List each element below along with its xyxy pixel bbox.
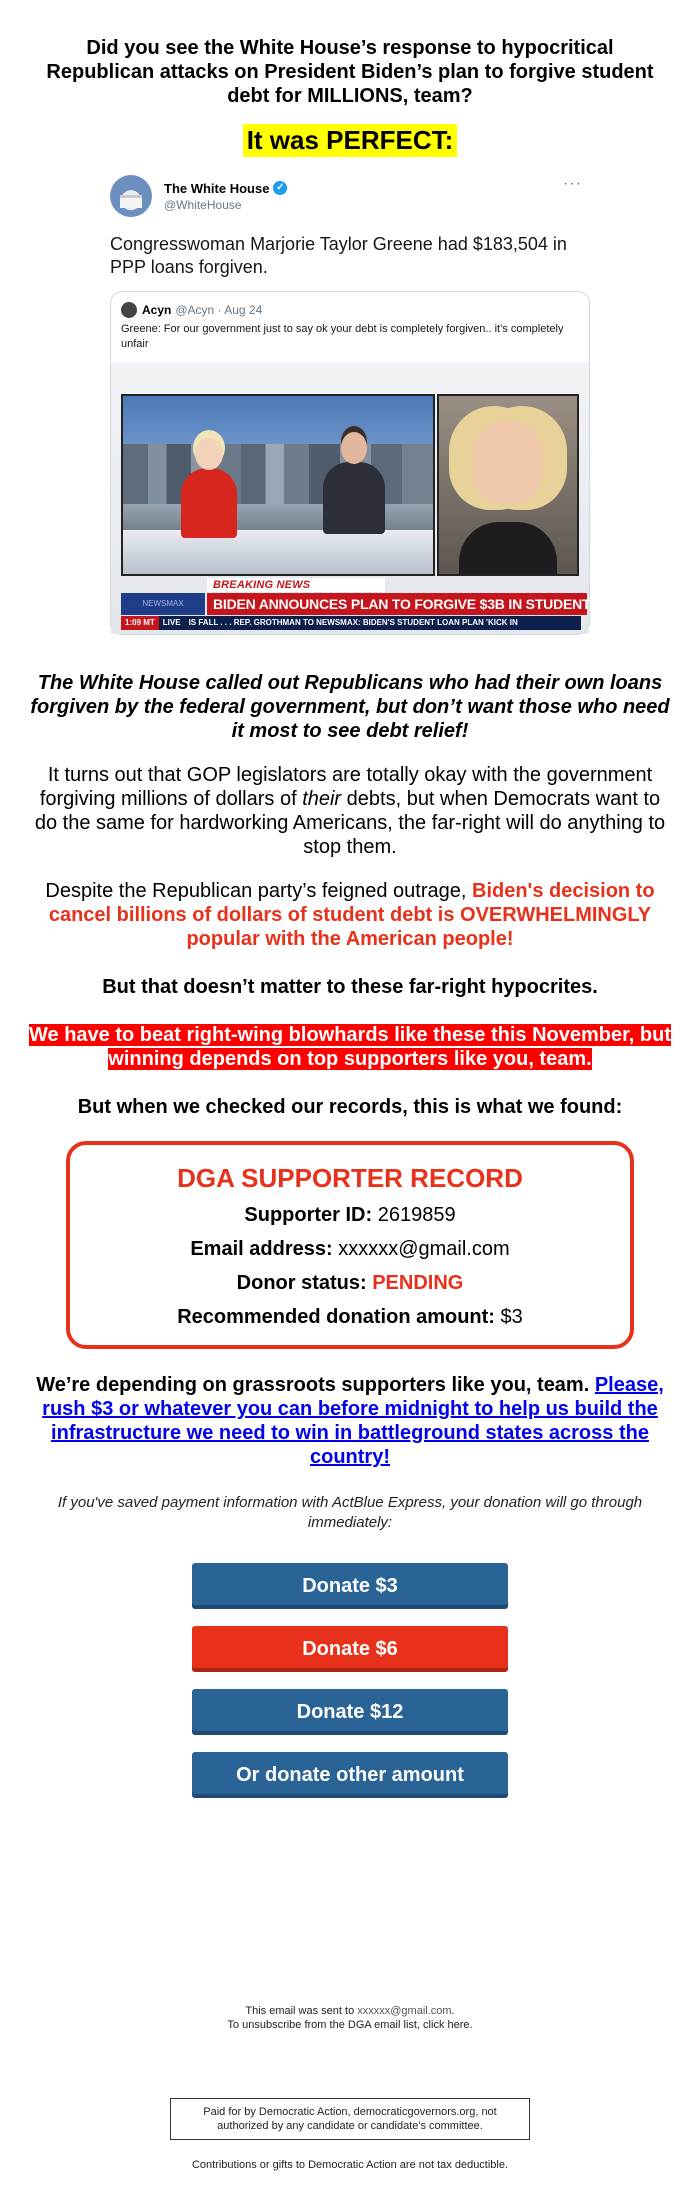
depending-paragraph [28, 1373, 672, 1469]
email-value: xxxxxx@gmail.com [338, 1238, 510, 1260]
checked-records-line: But when we checked our records, this is what we found: [77, 1096, 623, 1118]
gop-paragraph [30, 763, 670, 859]
donate-12-button[interactable]: Donate $12 [192, 1689, 508, 1735]
guest-panel [437, 394, 579, 576]
donate-3-button[interactable]: Donate $3 [192, 1563, 508, 1609]
outrage-paragraph-red: Biden's decision to cancel billions of dollars of student debt is OVERWHELMINGLY popular with the American people! [48, 880, 655, 950]
quoted-tweet-text: Greene: For our government just to say ok your debt is completely forgiven.. it’s completely unfair [121, 323, 564, 350]
tweet-author-name [164, 181, 287, 196]
city-skyline [123, 444, 433, 504]
called-out-paragraph: The White House called out Republicans who had their own loans forgiven by the federal government, but don’t want those who need it most to see debt relief! [30, 672, 670, 742]
outrage-paragraph [30, 879, 670, 951]
quoted-tweet-header [111, 292, 589, 318]
rush-donation-link[interactable]: Please, rush $3 or whatever you can before midnight to help us build the infrastructure we need to win in battleground states across the country! [42, 1374, 664, 1468]
sent-to-email: xxxxxx@gmail.com [357, 2005, 452, 2017]
unsubscribe-link[interactable]: To unsubscribe from the DGA email list, click here. [227, 2019, 473, 2031]
guest-face [473, 420, 543, 504]
news-desk [123, 530, 433, 574]
supporter-record-box [66, 1141, 634, 1349]
guest-body [459, 522, 557, 574]
record-email [70, 1237, 630, 1261]
quoted-author-meta: @Acyn · Aug 24 [175, 303, 263, 317]
news-video-still[interactable] [111, 362, 632, 634]
tax-disclaimer: Contributions or gifts to Democratic Action are not tax deductible. [191, 2159, 509, 2171]
tweet-handle: @WhiteHouse [164, 197, 242, 212]
donate-other-amount-button[interactable]: Or donate other amount [192, 1752, 508, 1798]
depending-text: We’re depending on grassroots supporters like you, team. [36, 1374, 595, 1396]
tweet-author-name-text: The White House [164, 180, 270, 196]
sent-to-prefix: This email was sent to [245, 2005, 358, 2017]
headline: Did you see the White House’s response to hypocritical Republican attacks on President Biden’s plan to forgive student debt for MILLIONS, team? [46, 37, 654, 107]
tweet-text: Congresswoman Marjorie Taylor Greene had $183,504 in PPP loans forgiven. [110, 234, 567, 277]
record-title: DGA SUPPORTER RECORD [177, 1163, 523, 1193]
donor-status-value: PENDING [372, 1272, 464, 1294]
perfect-wrap [20, 124, 680, 157]
studio-anchors-panel [121, 394, 435, 576]
tweet-author [164, 181, 287, 212]
supporter-id-value: 2619859 [377, 1204, 456, 1226]
tweet-header [110, 173, 590, 219]
perfect-highlight: It was PERFECT: [243, 124, 458, 157]
recommended-amount-label: Recommended donation amount: [177, 1306, 495, 1328]
donate-6-button[interactable]: Donate $6 [192, 1626, 508, 1672]
breaking-news-label: BREAKING NEWS [207, 578, 385, 592]
anchor-left [181, 468, 237, 538]
record-recommended-amount [70, 1305, 630, 1329]
email-label: Email address: [190, 1238, 333, 1260]
embedded-tweet[interactable] [110, 173, 632, 635]
verified-badge-icon: ✓ [273, 181, 287, 195]
ticker-time: 1:09 MT [121, 616, 159, 630]
beat-callout-text: We have to beat right-wing blowhards like these this November, but winning depends on top supporters like you, team. [29, 1024, 671, 1070]
footer-sent-notice [20, 2004, 680, 2032]
beat-callout [24, 1023, 676, 1071]
paid-for-disclaimer: Paid for by Democratic Action, democraticgovernors.org, not authorized by any candidate or candidate's committee. [170, 2098, 530, 2140]
ticker-live: LIVE [162, 618, 181, 627]
gop-paragraph-part1: It turns out that GOP legislators are totally okay with the government forgiving millions of dollars of [39, 764, 653, 810]
more-options-icon[interactable]: ··· [563, 175, 582, 192]
record-supporter-id [70, 1203, 630, 1227]
news-ticker [121, 616, 581, 630]
sent-to-line [20, 2004, 680, 2018]
record-donor-status [70, 1271, 630, 1295]
donor-status-label: Donor status: [236, 1272, 367, 1294]
quoted-author-name: Acyn [142, 303, 172, 317]
white-house-avatar [110, 175, 152, 217]
far-right-line: But that doesn’t matter to these far-right hypocrites. [102, 976, 598, 998]
acyn-avatar [121, 302, 137, 318]
network-logo: NEWSMAX [121, 593, 205, 615]
sent-to-suffix: . [451, 2005, 455, 2017]
ticker-text: IS FALL . . . REP. GROTHMAN TO NEWSMAX: BIDEN'S STUDENT LOAN PLAN 'KICK IN [188, 618, 518, 627]
gop-paragraph-part2: debts, but when Democrats want to do the same for hardworking Americans, the far-right will do anything to stop them. [34, 788, 666, 858]
gop-paragraph-emphasis: their [302, 788, 342, 810]
email-body [20, 36, 680, 2172]
actblue-note: If you've saved payment information with ActBlue Express, your donation will go through immediately: [57, 1494, 643, 1531]
supporter-id-label: Supporter ID: [244, 1204, 373, 1226]
anchor-right [323, 462, 385, 534]
quoted-tweet[interactable] [110, 291, 632, 635]
recommended-amount-value: $3 [500, 1306, 523, 1328]
outrage-paragraph-part1: Despite the Republican party’s feigned outrage, [45, 880, 472, 902]
news-chyron: BIDEN ANNOUNCES PLAN TO FORGIVE $3B IN STUDENT DEBT [207, 593, 587, 615]
